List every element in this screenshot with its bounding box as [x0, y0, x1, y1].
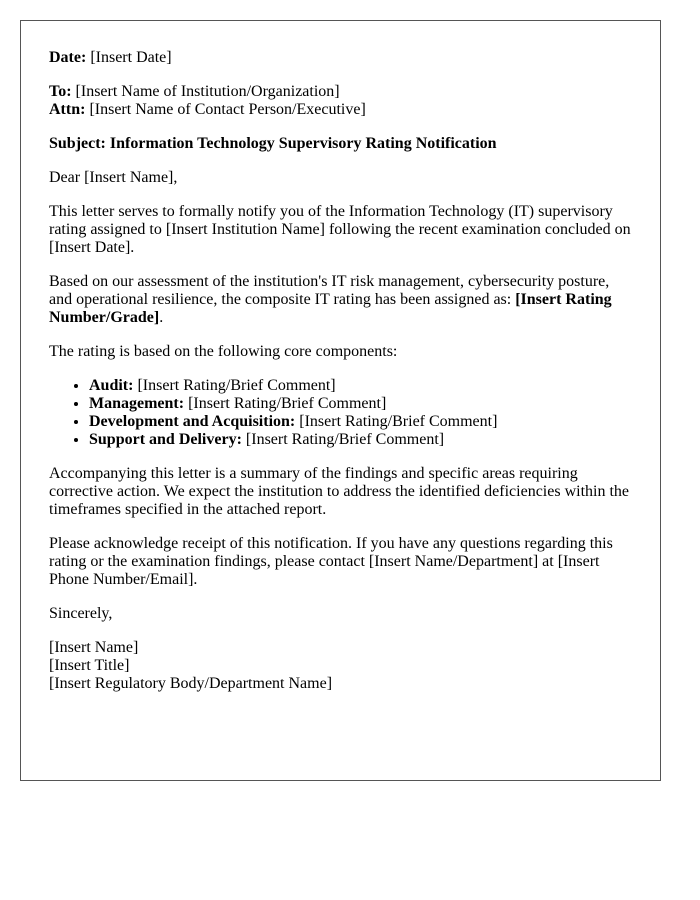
list-item: • Audit: [Insert Rating/Brief Comment]	[89, 377, 632, 395]
sign-off: Sincerely,	[49, 605, 113, 622]
signature-block: [Insert Name] [Insert Title] [Insert Regulatory Body/Department Name]	[49, 639, 333, 692]
list-item: • Support and Delivery: [Insert Rating/Brief Comment]	[89, 431, 632, 449]
letter	[20, 20, 661, 781]
paragraph-intro: This letter serves to formally notify you of the Information Technology (IT) supervisory rating assigned to [Insert Institution Name] following the recent examination concluded on [Insert Date].	[49, 203, 631, 256]
list-item: • Management: [Insert Rating/Brief Comment]	[89, 395, 632, 413]
paragraph-components-intro: The rating is based on the following core components:	[49, 343, 398, 360]
paragraph-rating: Based on our assessment of the institution's IT risk management, cybersecurity posture, and operational resilience, the composite IT rating has been assigned as: [Insert Rating Number/Grade].	[49, 273, 612, 326]
components-list	[49, 377, 632, 449]
list-item: • Development and Acquisition: [Insert Rating/Brief Comment]	[89, 413, 632, 431]
paragraph-acknowledge: Please acknowledge receipt of this notification. If you have any questions regarding this rating or the examination findings, please contact [Insert Name/Department] at [Insert Phone Number/Email].	[49, 535, 613, 588]
subject-line: Subject: Information Technology Supervisory Rating Notification	[49, 135, 497, 152]
date-line: Date: [Insert Date]	[49, 49, 172, 66]
paragraph-findings: Accompanying this letter is a summary of the findings and specific areas requiring corrective action. We expect the institution to address the identified deficiencies within the timeframes specified in the attached report.	[49, 465, 629, 518]
recipient-block: To: [Insert Name of Institution/Organization] Attn: [Insert Name of Contact Person/Executive]	[49, 83, 366, 118]
salutation: Dear [Insert Name],	[49, 169, 178, 186]
